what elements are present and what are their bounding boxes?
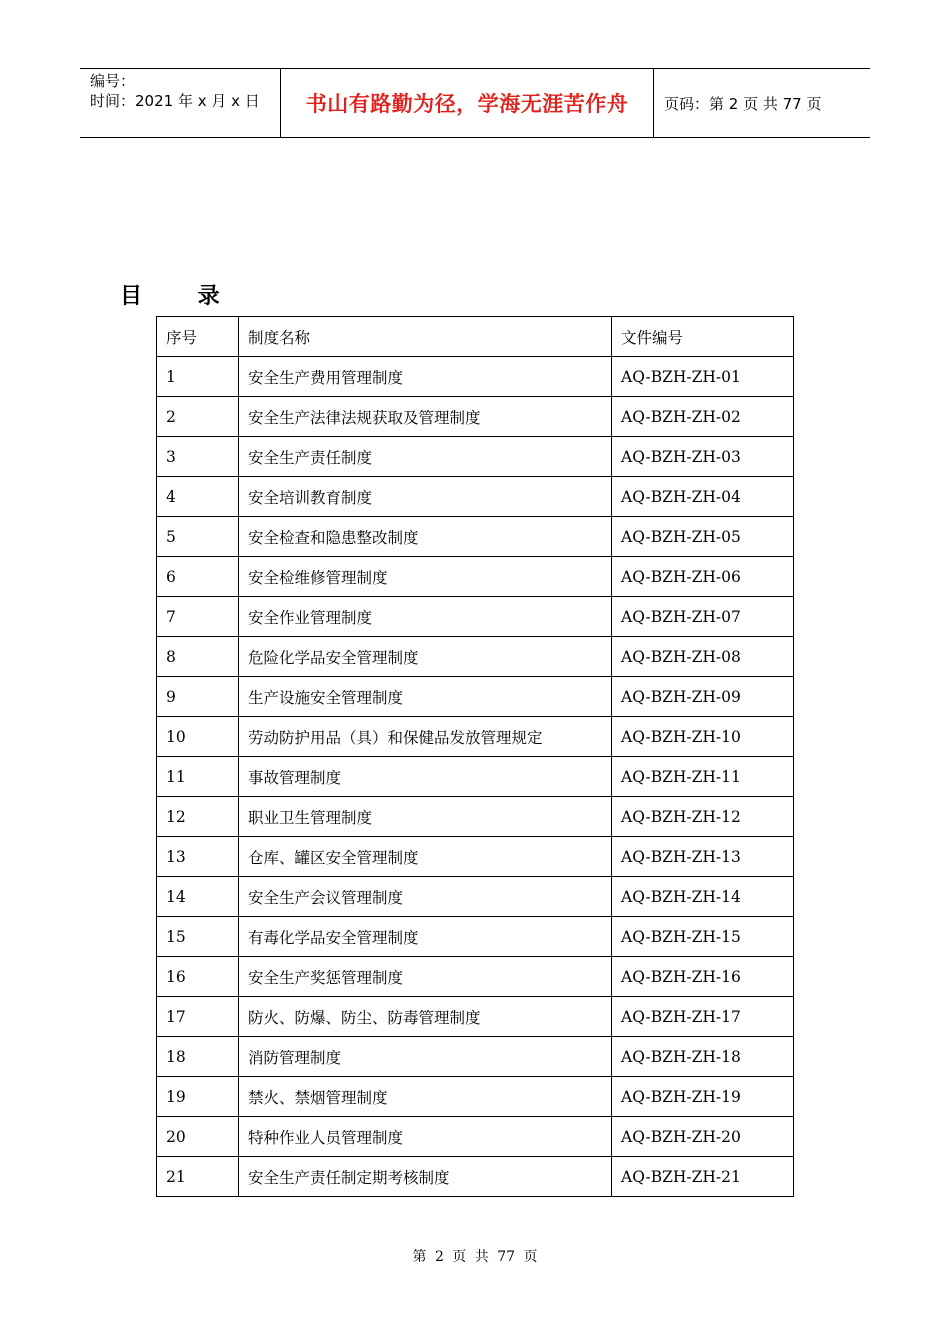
row-number: 8 (157, 637, 239, 677)
file-number: AQ-BZH-ZH-13 (612, 837, 794, 877)
file-number: AQ-BZH-ZH-12 (612, 797, 794, 837)
regulation-name: 劳动防护用品（具）和保健品发放管理规定 (239, 717, 612, 757)
table-row (157, 477, 794, 517)
file-number: AQ-BZH-ZH-05 (612, 517, 794, 557)
document-time-label: 时间：2021 年 x 月 x 日 (90, 92, 260, 110)
table-row (157, 1117, 794, 1157)
file-number: AQ-BZH-ZH-19 (612, 1077, 794, 1117)
file-number: AQ-BZH-ZH-18 (612, 1037, 794, 1077)
header-page-info: 页码：第 2 页 共 77 页 (664, 94, 822, 113)
row-number: 3 (157, 437, 239, 477)
file-number: AQ-BZH-ZH-04 (612, 477, 794, 517)
file-number: AQ-BZH-ZH-16 (612, 957, 794, 997)
regulation-name: 防火、防爆、防尘、防毒管理制度 (239, 997, 612, 1037)
table-row (157, 637, 794, 677)
table-row (157, 957, 794, 997)
regulation-name: 禁火、禁烟管理制度 (239, 1077, 612, 1117)
toc-table (156, 316, 794, 1197)
table-row (157, 1077, 794, 1117)
file-number: AQ-BZH-ZH-02 (612, 397, 794, 437)
row-number: 7 (157, 597, 239, 637)
regulation-name: 职业卫生管理制度 (239, 797, 612, 837)
table-row (157, 677, 794, 717)
table-row (157, 357, 794, 397)
regulation-name: 安全生产法律法规获取及管理制度 (239, 397, 612, 437)
file-number: AQ-BZH-ZH-07 (612, 597, 794, 637)
row-number: 20 (157, 1117, 239, 1157)
regulation-name: 安全生产奖惩管理制度 (239, 957, 612, 997)
table-row (157, 437, 794, 477)
regulation-name: 安全作业管理制度 (239, 597, 612, 637)
row-number: 18 (157, 1037, 239, 1077)
table-row (157, 557, 794, 597)
column-header-file-number: 文件编号 (612, 317, 794, 357)
file-number: AQ-BZH-ZH-09 (612, 677, 794, 717)
file-number: AQ-BZH-ZH-20 (612, 1117, 794, 1157)
row-number: 10 (157, 717, 239, 757)
table-row (157, 597, 794, 637)
regulation-name: 安全生产责任制度 (239, 437, 612, 477)
column-header-name: 制度名称 (239, 317, 612, 357)
table-row (157, 397, 794, 437)
regulation-name: 安全检维修管理制度 (239, 557, 612, 597)
row-number: 14 (157, 877, 239, 917)
column-header-number: 序号 (157, 317, 239, 357)
row-number: 12 (157, 797, 239, 837)
regulation-name: 生产设施安全管理制度 (239, 677, 612, 717)
row-number: 11 (157, 757, 239, 797)
regulation-name: 安全检查和隐患整改制度 (239, 517, 612, 557)
regulation-name: 安全生产责任制定期考核制度 (239, 1157, 612, 1197)
regulation-name: 事故管理制度 (239, 757, 612, 797)
file-number: AQ-BZH-ZH-14 (612, 877, 794, 917)
row-number: 15 (157, 917, 239, 957)
row-number: 21 (157, 1157, 239, 1197)
row-number: 13 (157, 837, 239, 877)
row-number: 4 (157, 477, 239, 517)
row-number: 16 (157, 957, 239, 997)
page-header (80, 68, 870, 138)
regulation-name: 危险化学品安全管理制度 (239, 637, 612, 677)
row-number: 19 (157, 1077, 239, 1117)
row-number: 2 (157, 397, 239, 437)
table-row (157, 877, 794, 917)
file-number: AQ-BZH-ZH-21 (612, 1157, 794, 1197)
regulation-name: 特种作业人员管理制度 (239, 1117, 612, 1157)
file-number: AQ-BZH-ZH-03 (612, 437, 794, 477)
regulation-name: 消防管理制度 (239, 1037, 612, 1077)
toc-title: 目 录 (120, 284, 244, 309)
regulation-name: 安全生产会议管理制度 (239, 877, 612, 917)
table-row (157, 757, 794, 797)
file-number: AQ-BZH-ZH-10 (612, 717, 794, 757)
table-header-row (157, 317, 794, 357)
document-number-label: 编号： (90, 72, 136, 90)
row-number: 5 (157, 517, 239, 557)
regulation-name: 安全培训教育制度 (239, 477, 612, 517)
file-number: AQ-BZH-ZH-17 (612, 997, 794, 1037)
row-number: 17 (157, 997, 239, 1037)
row-number: 6 (157, 557, 239, 597)
file-number: AQ-BZH-ZH-11 (612, 757, 794, 797)
regulation-name: 仓库、罐区安全管理制度 (239, 837, 612, 877)
table-row (157, 1157, 794, 1197)
table-row (157, 917, 794, 957)
regulation-name: 安全生产费用管理制度 (239, 357, 612, 397)
table-row (157, 797, 794, 837)
file-number: AQ-BZH-ZH-06 (612, 557, 794, 597)
file-number: AQ-BZH-ZH-08 (612, 637, 794, 677)
file-number: AQ-BZH-ZH-01 (612, 357, 794, 397)
row-number: 9 (157, 677, 239, 717)
page-footer: 第 2 页 共 77 页 (412, 1249, 538, 1265)
regulation-name: 有毒化学品安全管理制度 (239, 917, 612, 957)
file-number: AQ-BZH-ZH-15 (612, 917, 794, 957)
table-row (157, 997, 794, 1037)
table-row (157, 1037, 794, 1077)
table-row (157, 837, 794, 877)
table-row (157, 717, 794, 757)
table-row (157, 517, 794, 557)
row-number: 1 (157, 357, 239, 397)
header-meta (80, 69, 281, 137)
header-motto: 书山有路勤为径，学海无涯苦作舟 (281, 69, 654, 137)
